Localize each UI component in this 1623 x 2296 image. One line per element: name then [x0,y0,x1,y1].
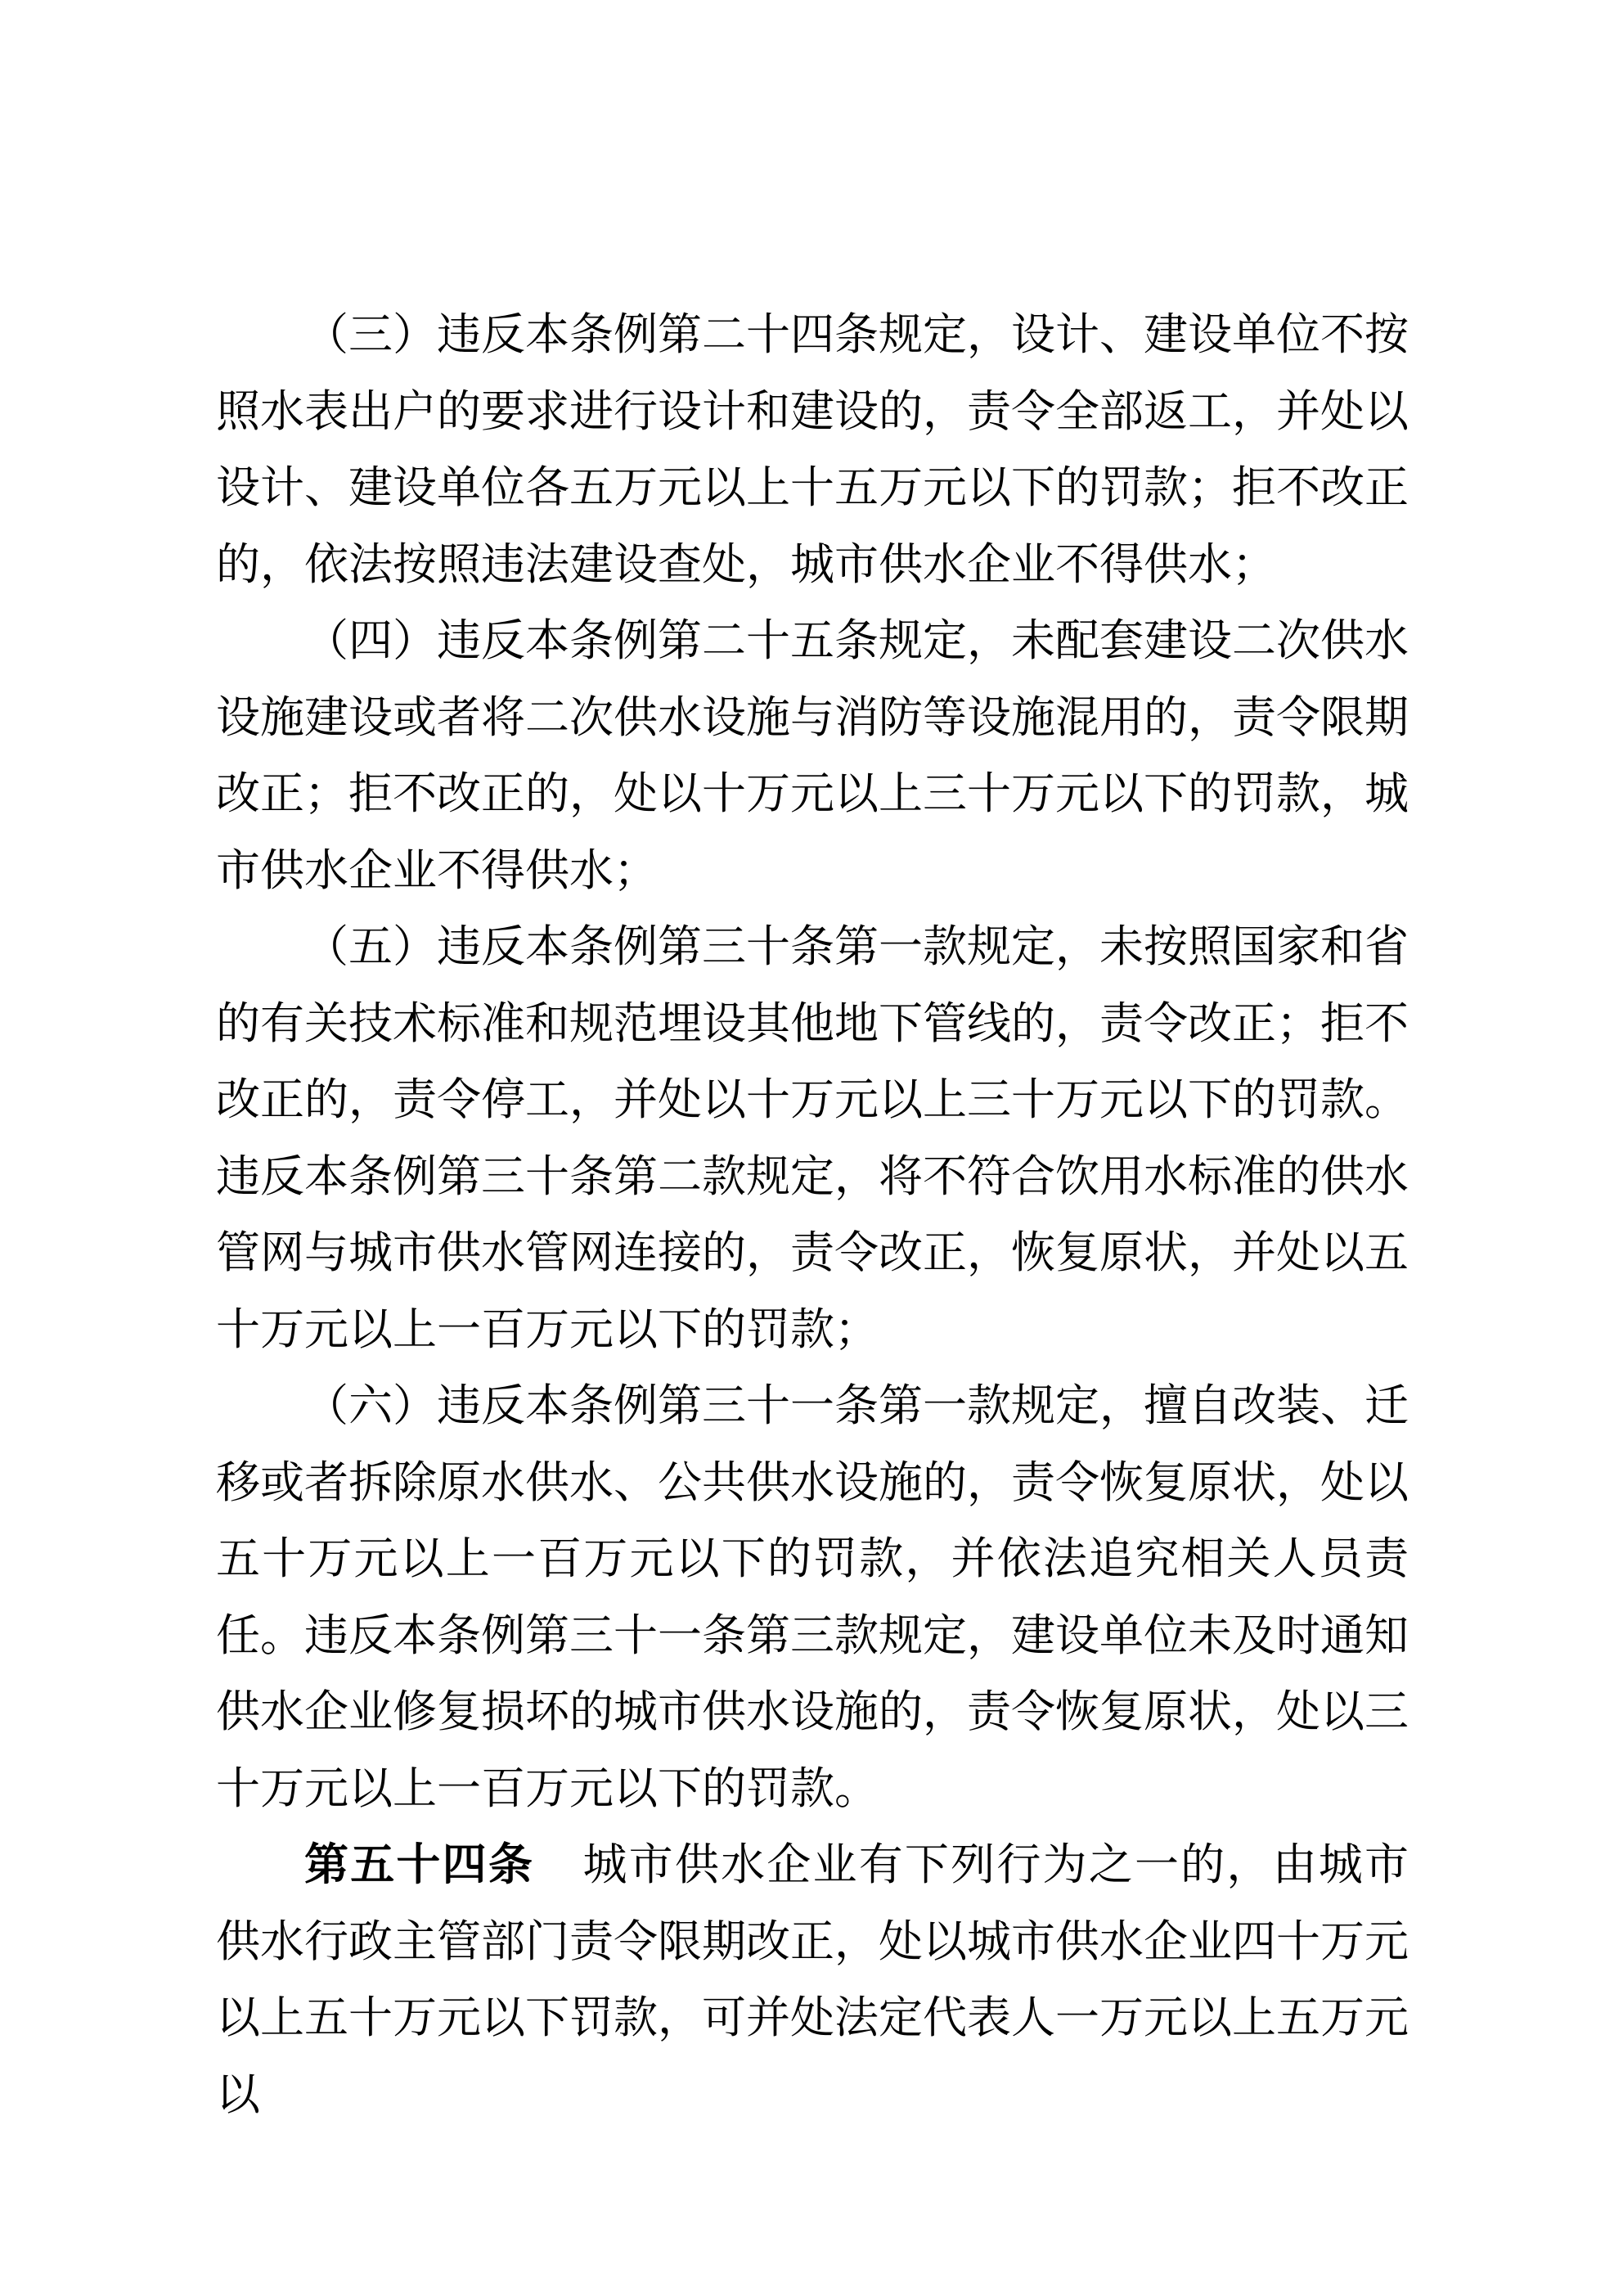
clause-item-4: （四）违反本条例第二十五条规定，未配套建设二次供水设施建设或者将二次供水设施与消防等设施混用的，责令限期改正；拒不改正的，处以十万元以上三十万元以下的罚款，城市供水企业不得供水； [216,616,1409,895]
article-54-text: 城市供水企业有下列行为之一的，由城市供水行政主管部门责令限期改正，处以城市供水企业四十万元以上五十万元以下罚款，可并处法定代表人一万元以上五万元以 [216,1840,1409,2119]
clause-item-5: （五）违反本条例第三十条第一款规定，未按照国家和省的有关技术标准和规范埋设其他地下管线的，责令改正；拒不改正的，责令停工，并处以十万元以上三十万元以下的罚款。违反本条例第三十条第二款规定，将不符合饮用水标准的供水管网与城市供水管网连接的，责令改正，恢复原状，并处以五十万元以上一百万元以下的罚款； [216,922,1409,1354]
article-54-number: 第五十四条 [304,1840,535,1889]
clause-item-6: （六）违反本条例第三十一条第一款规定，擅自改装、迁移或者拆除原水供水、公共供水设施的，责令恢复原状，处以五十万元以上一百万元以下的罚款，并依法追究相关人员责任。违反本条例第三十一条第三款规定，建设单位未及时通知供水企业修复损坏的城市供水设施的，责令恢复原状，处以三十万元以上一百万元以下的罚款。 [216,1381,1409,1813]
document-content [216,297,1409,2133]
clause-item-3: （三）违反本条例第二十四条规定，设计、建设单位不按照水表出户的要求进行设计和建设的，责令全部返工，并处以设计、建设单位各五万元以上十五万元以下的罚款；拒不改正的，依法按照违法建设查处，城市供水企业不得供水； [216,310,1409,589]
article-54-paragraph [216,1827,1409,2133]
